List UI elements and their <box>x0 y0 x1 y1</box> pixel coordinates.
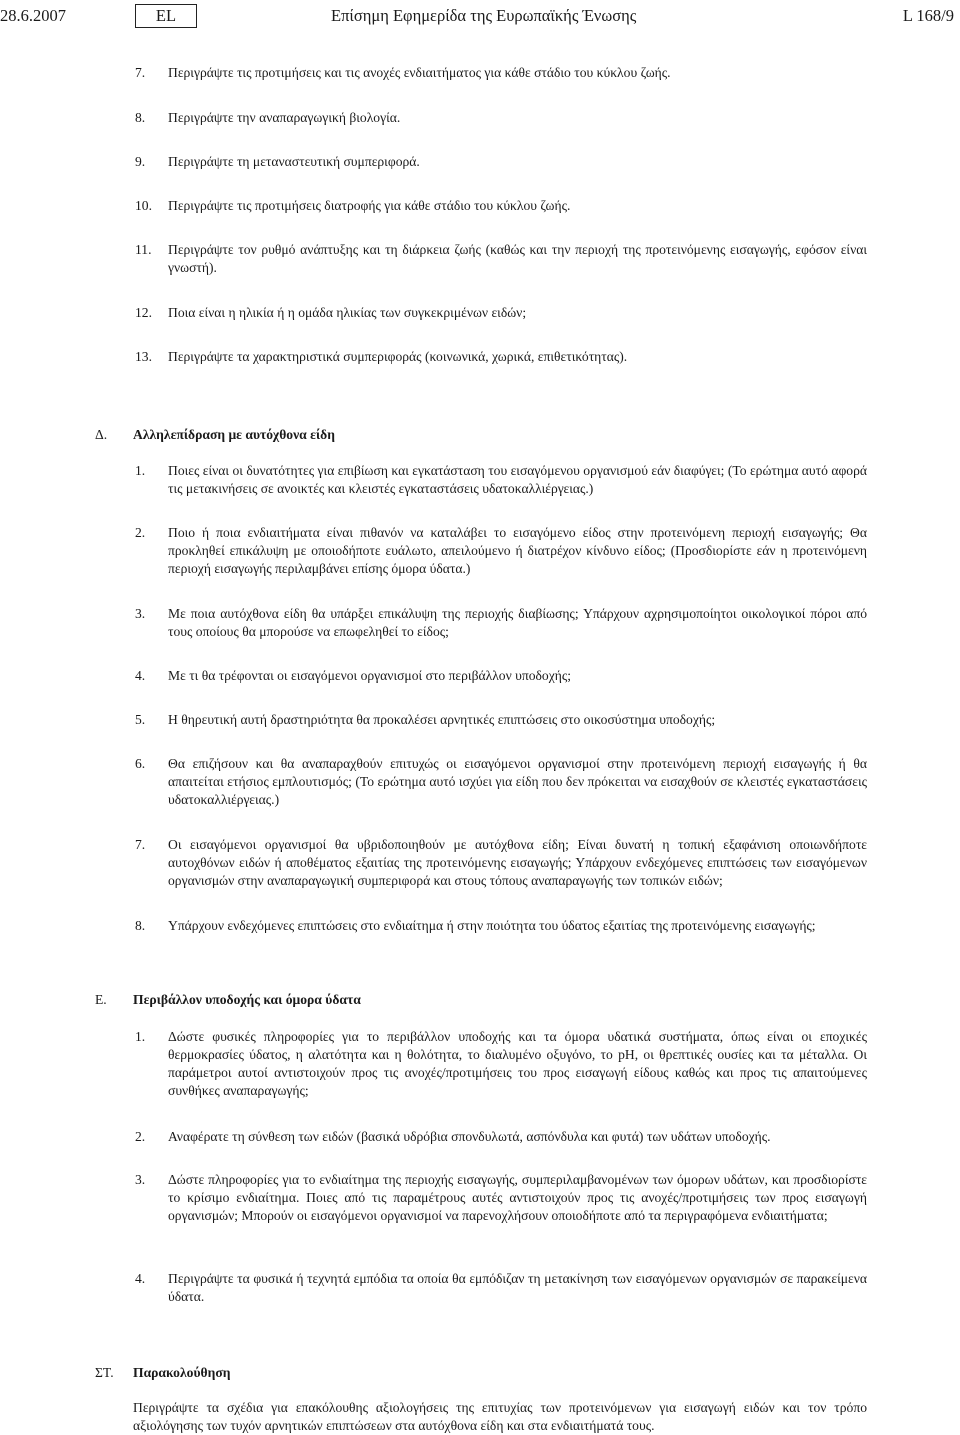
item-number: 2. <box>135 525 146 540</box>
journal-title: Επίσημη Εφημερίδα της Ευρωπαϊκής Ένωσης <box>331 6 637 25</box>
list-item <box>135 197 867 215</box>
item-number: 8. <box>135 110 146 125</box>
list-item <box>135 348 867 366</box>
item-text: Θα επιζήσουν και θα αναπαραχθούν επιτυχώς οι εισαγόμενοι οργανισμοί στην προτεινόμενη περιοχή εισαγωγής ή θα απαιτείται ετήσιος εμπλουτισμός; (Το ερώτημα αυτό ισχύει για είδη που δεν πρόκειται να εισαχθούν σε κλειστές εγκαταστάσεις υδατοκαλλιέργειας.) <box>168 756 867 807</box>
list-item <box>135 1171 867 1225</box>
item-text: Δώστε φυσικές πληροφορίες για το περιβάλλον υποδοχής και τα όμορα υδατικά συστήματα, όπως είναι οι εποχικές θερμοκρασίες ύδατος, η αλατότητα και η θολότητα, το διαλυμένο οξυγόνο, το pH, οι θρεπτικές ουσίες και τα μέταλλα. Οι παράμετροι αυτοί αντιστοιχούν προς τις ανοχές/προτιμήσεις του προς εισαγωγή είδους καθώς και προς τις απαιτούμενες συνθήκες αναπαραγωγής; <box>168 1029 867 1098</box>
item-number: 8. <box>135 918 146 933</box>
page-header <box>0 5 960 29</box>
item-text: Ποιο ή ποια ενδιαιτήματα είναι πιθανόν να καταλάβει το εισαγόμενο είδος στην προτεινόμενη περιοχή εισαγωγής; Θα προκληθεί επικάλυψη με οποιοδήποτε ευάλωτο, απειλούμενο ή διατρέχον κίνδυνο είδος; (Προσδιορίστε εάν η προτεινόμενη περιοχή εισαγωγής περιλαμβάνει επίσης όμορα ύδατα.) <box>168 525 867 576</box>
publication-date: 28.6.2007 <box>0 6 66 25</box>
item-text: Δώστε πληροφορίες για το ενδιαίτημα της περιοχής εισαγωγής, συμπεριλαμβανομένων των όμορων υδάτων, και προσδιορίστε το κρίσιμο ενδιαίτημα. Ποιες από τις παραμέτρους αυτές αντιστοιχούν προς τις ανοχές/προτιμήσεις των προς εισαγωγή οργανισμών; Μπορούν οι εισαγόμενοι οργανισμοί να παρενοχλήσουν οποιοδήποτε από τα περιγραφόμενα ενδιαιτήματα; <box>168 1172 867 1223</box>
item-number: 5. <box>135 712 146 727</box>
list-item <box>135 64 867 82</box>
list-item <box>135 711 867 729</box>
item-number: 12. <box>135 305 152 320</box>
section-letter: Δ. <box>95 427 108 442</box>
item-text: Περιγράψτε την αναπαραγωγική βιολογία. <box>168 110 401 125</box>
item-number: 2. <box>135 1129 146 1144</box>
item-text: Υπάρχουν ενδεχόμενες επιπτώσεις στο ενδιαίτημα ή στην ποιότητα του ύδατος εξαιτίας της προτεινόμενης εισαγωγής; <box>168 918 816 933</box>
item-text: Περιγράψτε τις προτιμήσεις και τις ανοχές ενδιαιτήματος για κάθε στάδιο του κύκλου ζωής. <box>168 65 671 80</box>
list-item <box>135 1270 867 1306</box>
list-item <box>135 836 867 890</box>
item-number: 11. <box>135 242 152 257</box>
list-item <box>135 304 867 322</box>
item-number: 10. <box>135 198 152 213</box>
section-letter: ΣΤ. <box>95 1365 114 1380</box>
page-reference: L 168/9 <box>902 6 954 25</box>
section-title: Παρακολούθηση <box>133 1365 231 1380</box>
item-text: Οι εισαγόμενοι οργανισμοί θα υβριδοποιηθούν με αυτόχθονα είδη; Είναι δυνατή η τοπική εξαφάνιση οποιωνδήποτε αυτοχθόνων ειδών ή αποθέματος εξαιτίας της προτεινόμενης εισαγωγής; Υπάρχουν ενδεχόμενες επιπτώσεις των εισαγόμενων οργανισμών στην αναπαραγωγική συμπεριφορά και στους τόπους αναπαραγωγής των τοπικών ειδών; <box>168 837 867 888</box>
list-item <box>135 153 867 171</box>
item-text: Με τι θα τρέφονται οι εισαγόμενοι οργανισμοί στο περιβάλλον υποδοχής; <box>168 668 572 683</box>
item-number: 13. <box>135 349 152 364</box>
item-text: Περιγράψτε τις προτιμήσεις διατροφής για κάθε στάδιο του κύκλου ζωής. <box>168 198 571 213</box>
item-text: Περιγράψτε τη μεταναστευτική συμπεριφορά. <box>168 154 420 169</box>
item-text: Η θηρευτική αυτή δραστηριότητα θα προκαλέσει αρνητικές επιπτώσεις στο οικοσύστημα υποδοχής; <box>168 712 716 727</box>
language-code-box: EL <box>135 4 197 28</box>
list-item <box>135 1128 867 1146</box>
list-item <box>135 109 867 127</box>
item-text: Ποια είναι η ηλικία ή η ομάδα ηλικίας των συγκεκριμένων ειδών; <box>168 305 527 320</box>
item-text: Με ποια αυτόχθονα είδη θα υπάρξει επικάλυψη της περιοχής διαβίωσης; Υπάρχουν αχρησιμοποίητοι οικολογικοί πόροι από τους οποίους θα μπορούσε να επωφεληθεί το είδος; <box>168 606 867 639</box>
section-title: Αλληλεπίδραση με αυτόχθονα είδη <box>133 427 335 442</box>
list-item <box>135 605 867 641</box>
item-number: 1. <box>135 1029 146 1044</box>
list-item <box>135 667 867 685</box>
item-text: Ποιες είναι οι δυνατότητες για επιβίωση και εγκατάσταση του εισαγόμενου οργανισμού εάν διαφύγει; (Το ερώτημα αυτό αφορά τις μετακινήσεις σε ανοικτές και κλειστές εγκαταστάσεις υδατοκαλλιέργειας.) <box>168 463 867 496</box>
item-text: Περιγράψτε τα χαρακτηριστικά συμπεριφοράς (κοινωνικά, χωρικά, επιθετικότητας). <box>168 349 628 364</box>
list-item <box>135 1028 867 1100</box>
item-text: Αναφέρατε τη σύνθεση των ειδών (βασικά υδρόβια σπονδυλωτά, ασπόνδυλα και φυτά) των υδάτων υποδοχής. <box>168 1129 771 1144</box>
item-number: 7. <box>135 65 146 80</box>
item-number: 4. <box>135 1271 146 1286</box>
item-number: 4. <box>135 668 146 683</box>
section-letter: Ε. <box>95 992 107 1007</box>
list-item <box>135 917 867 935</box>
monitoring-paragraph: Περιγράψτε τα σχέδια για επακόλουθης αξιολογήσεις της επιτυχίας των προτεινόμενων για εισαγωγή ειδών και τον τρόπο αξιολόγησης των τυχόν αρνητικών επιπτώσεων στα αυτόχθονα είδη και στα ενδιαιτήματά τους. <box>133 1400 867 1433</box>
item-text: Περιγράψτε τον ρυθμό ανάπτυξης και τη διάρκεια ζωής (καθώς και την περιοχή της προτεινόμενης εισαγωγής, εφόσον είναι γνωστή). <box>168 242 867 275</box>
item-number: 3. <box>135 1172 146 1187</box>
list-item <box>135 462 867 498</box>
item-number: 1. <box>135 463 146 478</box>
item-text: Περιγράψτε τα φυσικά ή τεχνητά εμπόδια τα οποία θα εμπόδιζαν τη μετακίνηση των εισαγόμενων οργανισμών σε παρακείμενα ύδατα. <box>168 1271 867 1304</box>
item-number: 6. <box>135 756 146 771</box>
list-item <box>135 755 867 809</box>
list-item <box>135 241 867 277</box>
list-item <box>135 524 867 578</box>
item-number: 3. <box>135 606 146 621</box>
item-number: 7. <box>135 837 146 852</box>
section-title: Περιβάλλον υποδοχής και όμορα ύδατα <box>133 992 361 1007</box>
item-number: 9. <box>135 154 146 169</box>
